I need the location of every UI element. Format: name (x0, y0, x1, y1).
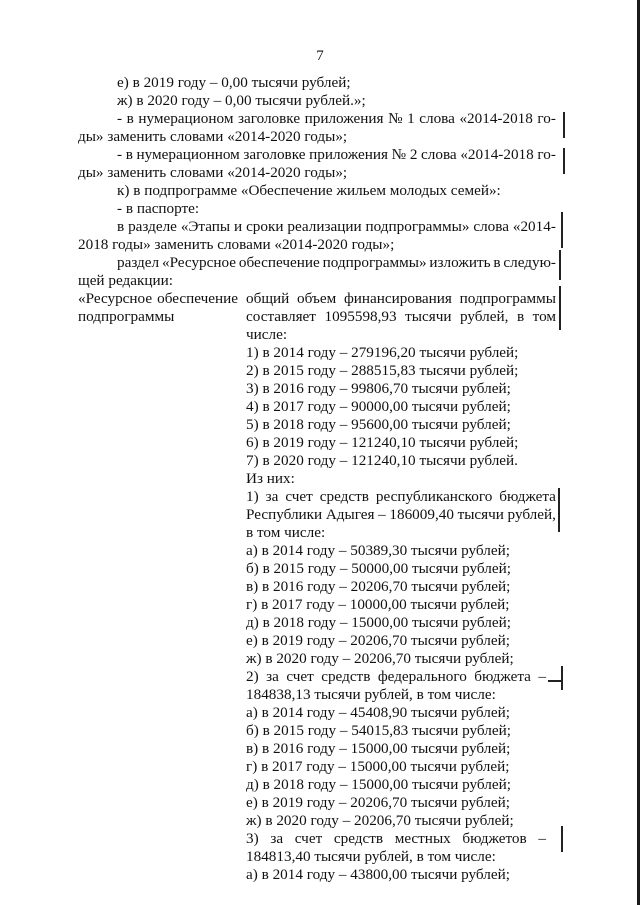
word: 2) (246, 668, 259, 685)
word: местных (394, 830, 451, 847)
year-line: г) в 2017 году – 15000,00 тысячи рублей; (246, 758, 510, 775)
word: тысячи (405, 308, 452, 325)
word: приложения (304, 110, 384, 127)
source-line (246, 488, 556, 506)
word: за (270, 830, 284, 847)
paragraph-line: щей редакции: (78, 272, 173, 289)
word: «2014- (512, 218, 556, 235)
word: в (125, 146, 133, 163)
year-line: ж) в 2020 году – 20206,70 тысячи рублей; (246, 650, 514, 667)
word: заголовке (237, 110, 301, 127)
source-line (246, 830, 546, 848)
word: тысячи (457, 506, 504, 523)
word: в (493, 254, 501, 271)
year-line: д) в 2018 году – 15000,00 тысячи рублей; (246, 776, 511, 793)
year-line: 5) в 2018 году – 95600,00 тысячи рублей; (246, 416, 511, 433)
word: и (234, 218, 243, 235)
page-number: 7 (316, 48, 324, 64)
year-line: 4) в 2017 году – 90000,00 тысячи рублей; (246, 398, 511, 415)
year-line: е) в 2019 году – 20206,70 тысячи рублей; (246, 632, 510, 649)
scan-mark (561, 666, 563, 690)
year-line: г) в 2017 году – 10000,00 тысячи рублей; (246, 596, 510, 613)
word: – (538, 668, 546, 685)
word: в (516, 308, 525, 325)
paragraph-line (117, 254, 556, 272)
word: нумерационом (138, 110, 234, 127)
scan-mark (563, 112, 565, 138)
word: Республики (246, 506, 323, 523)
table-right-line (246, 308, 556, 326)
word: в (117, 218, 125, 235)
word: слова (419, 110, 455, 127)
year-line: б) в 2015 году – 50000,00 тысячи рублей; (246, 560, 511, 577)
paragraph-line: ды» заменить словами «2014-2020 годы»; (78, 164, 348, 181)
word: республиканского (375, 488, 493, 505)
word: - (117, 110, 123, 127)
word: заголовке (243, 146, 306, 163)
word: Адыгея (325, 506, 375, 523)
word: – (538, 830, 546, 847)
year-line: 1) в 2014 году – 279196,20 тысячи рублей; (246, 344, 519, 361)
scan-mark (558, 488, 560, 532)
word: обеспечение (157, 290, 238, 307)
word: счет (286, 668, 314, 685)
word: за (265, 488, 279, 505)
word: бюджета (474, 668, 531, 685)
word: № (391, 146, 407, 163)
year-line: 7) в 2020 году – 121240,10 тысячи рублей. (246, 452, 518, 469)
word: разделе (128, 218, 177, 235)
source-line: 184838,13 тысячи рублей, в том числе: (246, 686, 496, 703)
source-line: 184813,40 тысячи рублей, в том числе: (246, 848, 496, 865)
year-line: а) в 2014 году – 43800,00 тысячи рублей; (246, 866, 510, 883)
word: средств (333, 830, 384, 847)
word: раздел (117, 254, 160, 271)
word: реализации (287, 218, 362, 235)
word: финансирования (343, 290, 452, 307)
table-right-line: числе: (246, 326, 288, 343)
word: изложить (429, 254, 491, 271)
word: – (378, 506, 386, 523)
year-line: а) в 2014 году – 50389,30 тысячи рублей; (246, 542, 510, 559)
word: 186009,40 (389, 506, 454, 523)
word: следую- (503, 254, 556, 271)
word: подпрограммы» (322, 254, 427, 271)
scan-mark (559, 250, 561, 280)
scan-mark (561, 212, 563, 248)
intro-line: ж) в 2020 году – 0,00 тысячи рублей.»; (117, 92, 366, 109)
year-line: ж) в 2020 году – 20206,70 тысячи рублей; (246, 812, 514, 829)
scan-mark (563, 148, 565, 174)
source-line (246, 506, 556, 524)
word: счет (294, 830, 323, 847)
word: нумерационном (136, 146, 240, 163)
year-line: а) в 2014 году – 45408,90 тысячи рублей; (246, 704, 510, 721)
word: общий (246, 290, 290, 307)
word: рублей, (460, 308, 509, 325)
word: го- (537, 146, 556, 163)
word: 2 (409, 146, 418, 163)
paragraph-line (117, 218, 556, 236)
word: составляет (246, 308, 316, 325)
source-line: в том числе: (246, 524, 326, 541)
word: приложения (309, 146, 389, 163)
table-left-cell: подпрограммы (78, 308, 175, 325)
year-line: б) в 2015 году – 54015,83 тысячи рублей; (246, 722, 511, 739)
word: обеспечение (238, 254, 320, 271)
table-left-cell (78, 290, 238, 308)
paragraph-line: к) в подпрограмме «Обеспечение жильем молодых семей»: (117, 182, 501, 199)
word: в (126, 110, 134, 127)
word: средств (321, 668, 371, 685)
word: «Ресурсное (161, 254, 237, 271)
of-which-label: Из них: (246, 470, 295, 487)
word: рублей, (507, 506, 556, 523)
word: «2014-2018 (459, 110, 533, 127)
year-line: е) в 2019 году – 20206,70 тысячи рублей; (246, 794, 510, 811)
word: 3) (246, 830, 259, 847)
word: федерального (377, 668, 467, 685)
word: бюджета (499, 488, 556, 505)
word: счет (285, 488, 313, 505)
word: го- (537, 110, 556, 127)
word: 1 (407, 110, 415, 127)
word: за (266, 668, 279, 685)
paragraph-line: 2018 годы» заменить словами «2014-2020 годы»; (78, 236, 395, 253)
intro-line: е) в 2019 году – 0,00 тысячи рублей; (117, 74, 351, 91)
scan-mark (559, 286, 561, 330)
word: слова (473, 218, 509, 235)
year-line: 6) в 2019 году – 121240,10 тысячи рублей; (246, 434, 519, 451)
word: бюджетов (462, 830, 527, 847)
word: «Этапы (180, 218, 231, 235)
year-line: 3) в 2016 году – 99806,70 тысячи рублей; (246, 380, 511, 397)
scan-mark (548, 680, 562, 682)
word: сроки (246, 218, 284, 235)
word: «Ресурсное (78, 290, 153, 307)
word: слова (421, 146, 457, 163)
year-line: д) в 2018 году – 15000,00 тысячи рублей; (246, 614, 511, 631)
paragraph-line (117, 110, 556, 128)
paragraph-line: - в паспорте: (117, 200, 200, 217)
year-line: в) в 2016 году – 20206,70 тысячи рублей; (246, 578, 511, 595)
word: объем (297, 290, 337, 307)
word: - (117, 146, 123, 163)
word: средств (319, 488, 369, 505)
word: подпрограммы» (365, 218, 470, 235)
word: «2014-2018 (460, 146, 534, 163)
table-right-line (246, 290, 556, 308)
paragraph-line (117, 146, 556, 164)
source-line (246, 668, 546, 686)
word: том (532, 308, 556, 325)
year-line: 2) в 2015 году – 288515,83 тысячи рублей; (246, 362, 519, 379)
scan-mark (561, 826, 563, 852)
word: 1) (246, 488, 259, 505)
word: подпрограммы (459, 290, 556, 307)
year-line: в) в 2016 году – 15000,00 тысячи рублей; (246, 740, 511, 757)
word: 1095598,93 (324, 308, 397, 325)
word: № (388, 110, 403, 127)
paragraph-line: ды» заменить словами «2014-2020 годы»; (78, 128, 348, 145)
